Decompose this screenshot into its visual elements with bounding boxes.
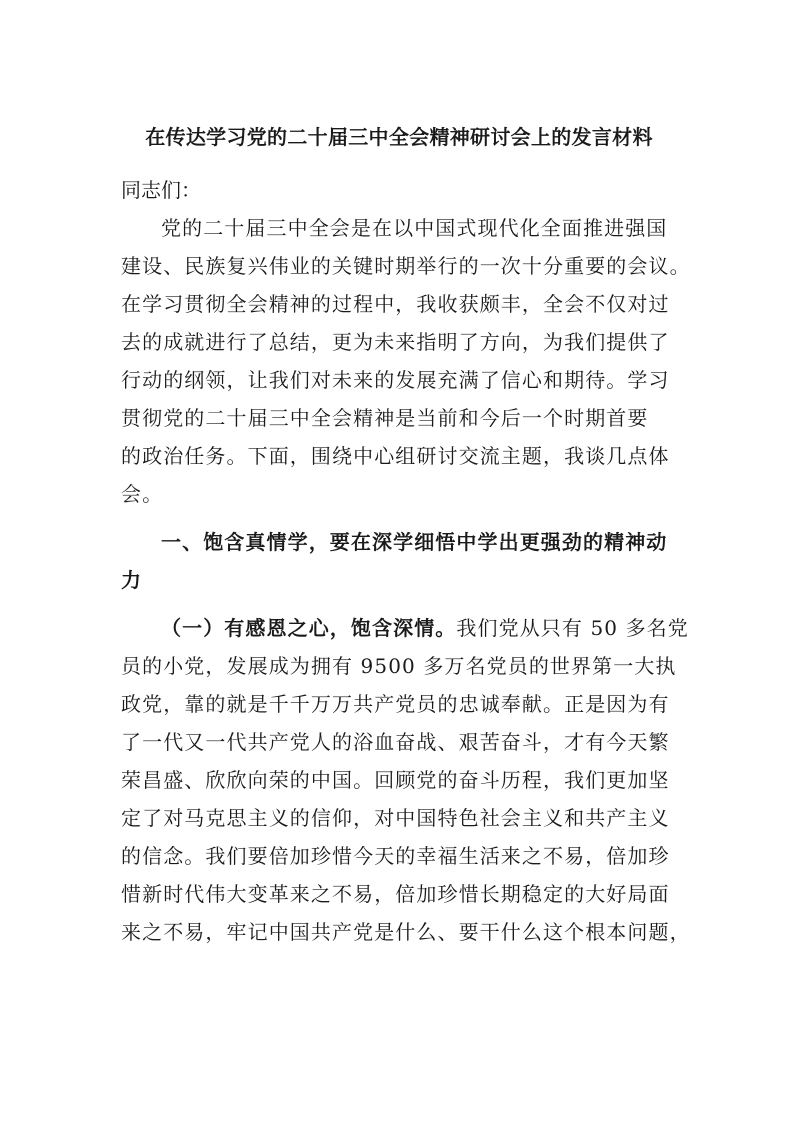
paragraph-line: 党的二十届三中全会是在以中国式现代化全面推进强国 [161, 216, 668, 240]
salutation: 同志们： [121, 178, 201, 202]
paragraph-line: 惜新时代伟大变革来之不易，倍加珍惜长期稳定的大好局面 [121, 882, 670, 906]
paragraph-line: 去的成就进行了总结，更为未来指明了方向，为我们提供了 [121, 330, 670, 354]
paragraph-line: 的政治任务。下面，围绕中心组研讨交流主题，我谈几点体 [121, 444, 670, 468]
paragraph-line: 建设、民族复兴伟业的关键时期举行的一次十分重要的会议。 [121, 254, 691, 278]
paragraph-line: 政党，靠的就是千千万万共产党员的忠诚奉献。正是因为有 [121, 692, 670, 716]
paragraph-line: 的信念。我们要倍加珍惜今天的幸福生活来之不易，倍加珍 [121, 844, 670, 868]
paragraph-line: 荣昌盛、欣欣向荣的中国。回顾党的奋斗历程，我们更加坚 [121, 768, 670, 792]
subsection-paragraph-1 [121, 609, 691, 951]
paragraph-line [121, 609, 689, 647]
paragraph-line: 员的小党，发展成为拥有 9500 多万名党员的世界第一大执 [121, 654, 677, 678]
paragraph-line: 定了对马克思主义的信仰，对中国特色社会主义和共产主义 [121, 806, 670, 830]
paragraph-line: 了一代又一代共产党人的浴血奋战、艰苦奋斗，才有今天繁 [121, 730, 670, 754]
heading-line: 一、饱含真情学，要在深学细悟中学出更强劲的精神动 [161, 530, 668, 554]
paragraph-line: 行动的纲领，让我们对未来的发展充满了信心和期待。学习 [121, 368, 670, 392]
document-body [121, 120, 691, 951]
paragraph-line: 来之不易，牢记中国共产党是什么、要干什么这个根本问题， [121, 920, 691, 944]
section-heading-1 [121, 523, 677, 599]
heading-line: 力 [121, 568, 143, 592]
paragraph-line: 会。 [121, 482, 164, 506]
subsection-first-line-text: 我们党从只有 50 多名党 [456, 616, 689, 640]
intro-paragraph [121, 209, 691, 513]
paragraph-line: 贯彻党的二十届三中全会精神是当前和今后一个时期首要 [121, 406, 649, 430]
paragraph-line: 在学习贯彻全会精神的过程中，我收获颇丰，全会不仅对过 [121, 292, 670, 316]
subsection-heading: （一）有感恩之心，饱含深情。 [161, 616, 457, 640]
document-title: 在传达学习党的二十届三中全会精神研讨会上的发言材料 [145, 125, 653, 149]
